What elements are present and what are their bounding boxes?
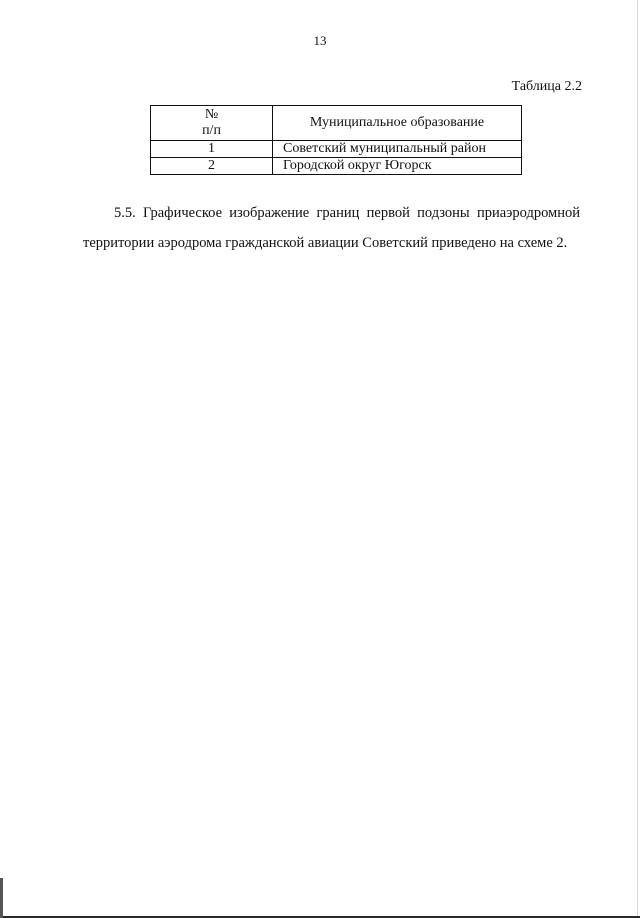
table-row — [151, 141, 522, 158]
scan-edge-corner — [0, 878, 3, 918]
column-header-number — [151, 106, 273, 141]
table-header — [151, 106, 522, 141]
row-municipality-name: Городской округ Югорск — [273, 158, 522, 175]
table-row — [151, 158, 522, 175]
table-caption: Таблица 2.2 — [511, 79, 582, 94]
column-header-municipality: Муниципальное образование — [273, 106, 522, 141]
page-number: 13 — [313, 33, 327, 48]
number-pp-label: п/п — [202, 123, 221, 138]
row-number: 2 — [151, 158, 273, 175]
scan-edge-right — [637, 0, 638, 918]
number-sign: № — [204, 107, 219, 122]
table-header-row — [151, 106, 522, 141]
table-body — [151, 141, 522, 175]
row-number: 1 — [151, 141, 273, 158]
municipalities-table — [150, 105, 522, 175]
body-paragraph: 5.5. Графическое изображение границ первой подзоны приаэродромной территории аэродрома гражданской авиации Советский приведено на схеме 2. — [83, 205, 580, 251]
row-municipality-name: Советский муниципальный район — [273, 141, 522, 158]
